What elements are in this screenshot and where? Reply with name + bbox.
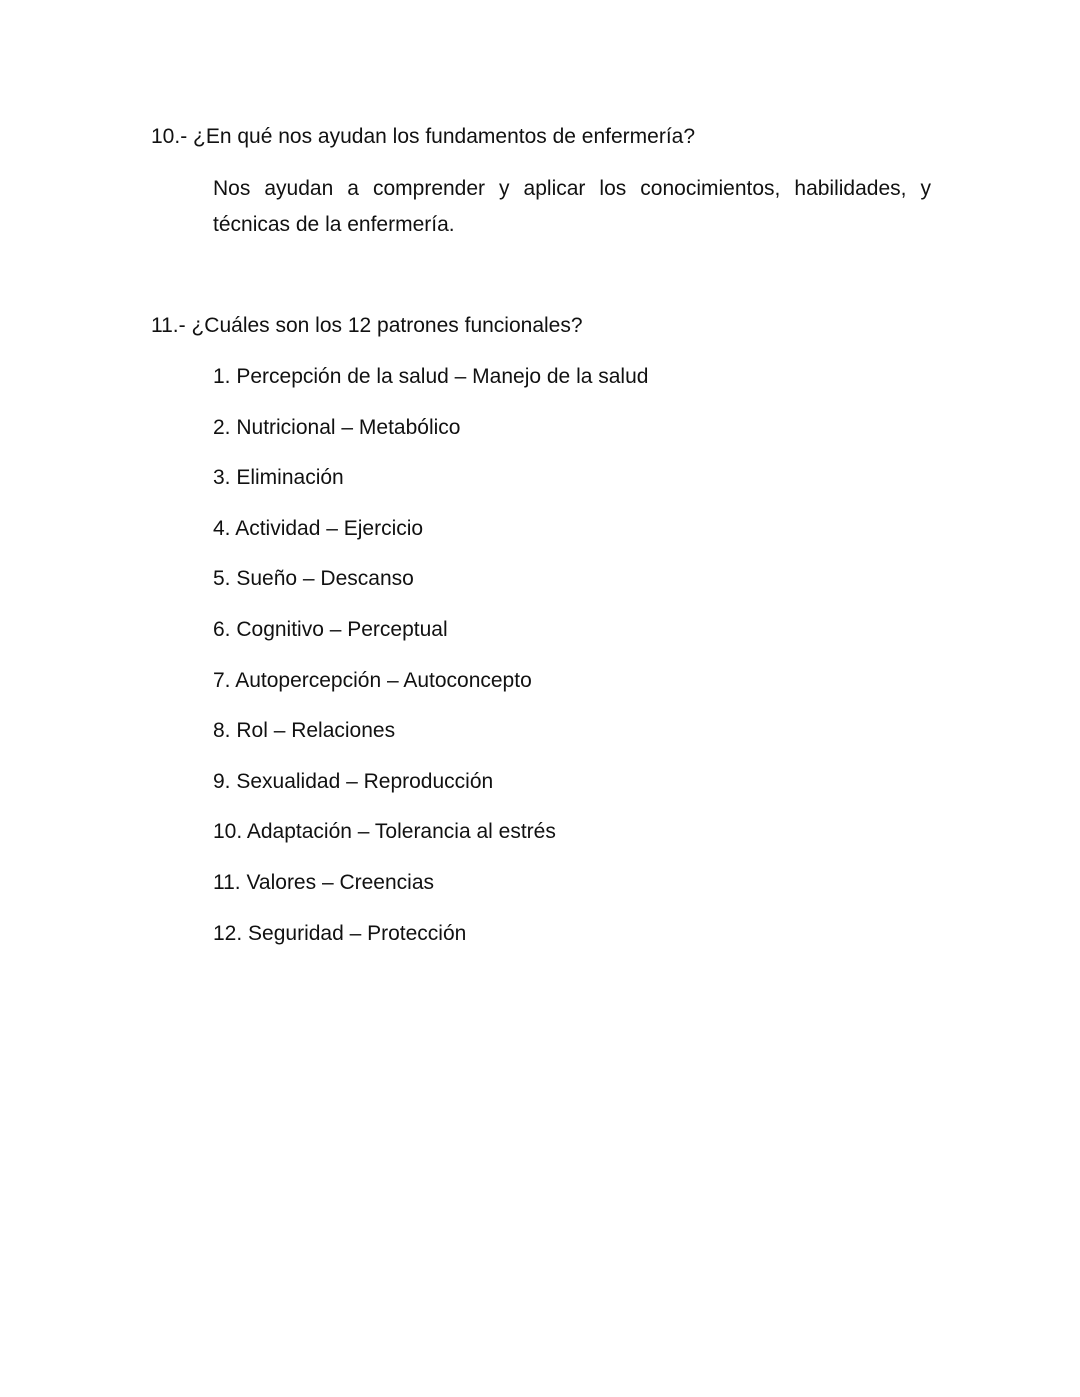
question-11-heading: 11.- ¿Cuáles son los 12 patrones funcionales?	[151, 314, 583, 337]
list-item: 2. Nutricional – Metabólico	[213, 415, 461, 439]
functional-patterns-list	[213, 363, 648, 970]
question-10-answer: Nos ayudan a comprender y aplicar los conocimientos, habilidades, y técnicas de la enfermería.	[213, 177, 931, 236]
list-item: 1. Percepción de la salud – Manejo de la salud	[213, 365, 649, 388]
list-item: 3. Eliminación	[213, 466, 344, 490]
list-item: 5. Sueño – Descanso	[213, 567, 414, 591]
list-item: 10. Adaptación – Tolerancia al estrés	[213, 820, 556, 844]
list-item: 6. Cognitivo – Perceptual	[213, 617, 448, 641]
list-item: 12. Seguridad – Protección	[213, 921, 467, 945]
list-item: 9. Sexualidad – Reproducción	[213, 769, 494, 793]
list-item: 7. Autopercepción – Autoconcepto	[213, 668, 532, 692]
question-10-heading: 10.- ¿En qué nos ayudan los fundamentos de enfermería?	[151, 125, 696, 148]
list-item: 11. Valores – Creencias	[213, 870, 435, 894]
list-item: 4. Actividad – Ejercicio	[213, 516, 424, 540]
list-item: 8. Rol – Relaciones	[213, 719, 396, 743]
